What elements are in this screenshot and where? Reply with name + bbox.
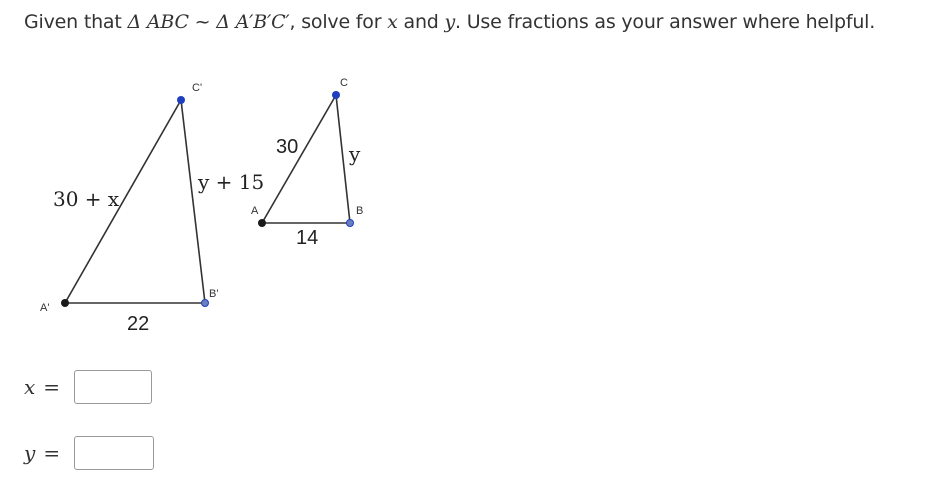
point-a-prime [61, 299, 69, 307]
prompt-var-x: x [387, 11, 398, 33]
answer-label-y: y = [24, 441, 61, 465]
y-answer-input[interactable] [74, 436, 154, 470]
side-label-22: 22 [127, 313, 150, 335]
side-label-y-plus-15: y + 15 [198, 170, 265, 194]
side-ac [262, 95, 336, 223]
label-a-prime: A' [40, 302, 50, 314]
answer-row-y [24, 436, 154, 470]
side-label-y: y [349, 142, 361, 166]
side-label-30: 30 [276, 136, 299, 158]
prompt-and: and [397, 11, 445, 33]
point-b-prime [202, 300, 209, 307]
answer-row-x [24, 370, 152, 404]
side-label-14: 14 [296, 227, 319, 249]
label-b-prime: B' [209, 288, 219, 300]
side-cb [336, 95, 350, 223]
side-c-prime-b-prime [181, 100, 205, 303]
triangle-abc-prime: Δ A′B′C′ [216, 11, 290, 33]
label-a: A [251, 205, 259, 217]
similar-symbol: ~ [188, 11, 217, 33]
prompt-after: , solve for [289, 11, 388, 33]
prompt-given: Given that [24, 11, 128, 33]
point-a [258, 219, 266, 227]
small-triangle [251, 77, 363, 249]
prompt-end: . Use fractions as your answer where helpful. [455, 11, 876, 33]
x-answer-input[interactable] [74, 370, 152, 404]
triangle-abc: Δ ABC [127, 11, 189, 33]
point-c-prime [177, 96, 185, 104]
answer-label-x: x = [24, 375, 61, 399]
label-c: C [340, 77, 348, 89]
label-b: B [356, 205, 364, 217]
large-triangle [40, 82, 264, 335]
point-b [347, 220, 354, 227]
point-c [332, 91, 340, 99]
side-label-30-plus-x: 30 + x [53, 187, 120, 211]
prompt-var-y: y [444, 11, 456, 33]
label-c-prime: C' [192, 82, 203, 94]
